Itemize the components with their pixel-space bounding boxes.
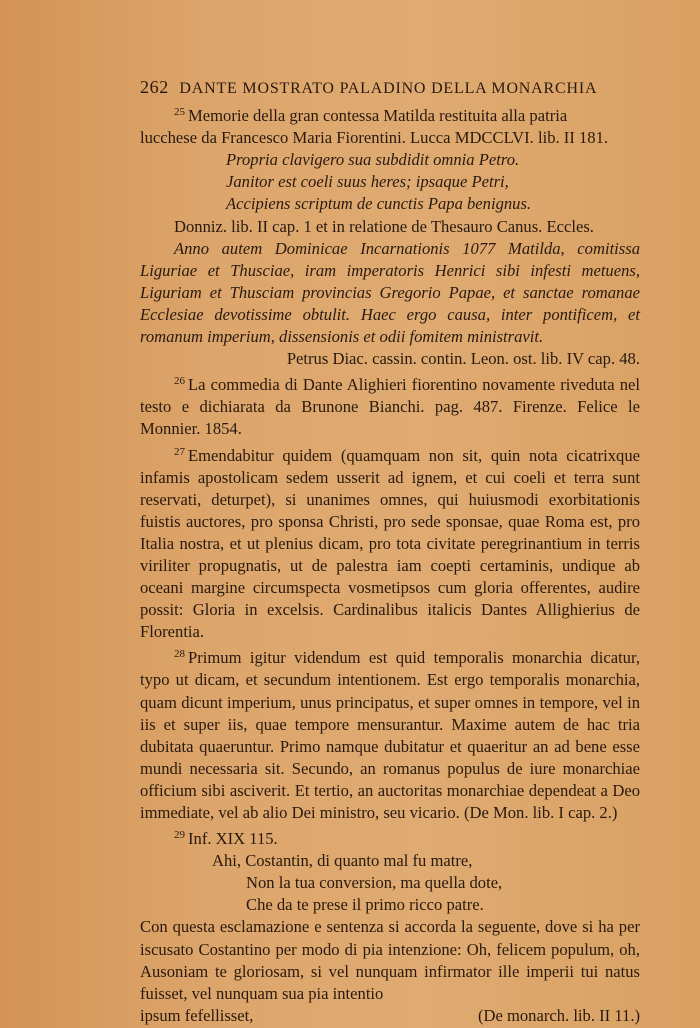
verse-line: Ahi, Costantin, di quanto mal fu matre,: [212, 851, 473, 871]
footnote-number: 25: [174, 106, 185, 119]
source-citation: Petrus Diac. cassin. contin. Leon. ost. lib. IV cap. 48.: [286, 349, 640, 369]
footnote-26: [140, 370, 640, 440]
footnote-29-last-line: [140, 1005, 640, 1027]
footnote-number: 29: [174, 829, 185, 842]
page-body: [140, 76, 640, 1027]
source-citation: Donniz. lib. II cap. 1 et in relatione de Thesauro Canus. Eccles.: [174, 216, 594, 236]
page-number: 262: [140, 77, 169, 97]
footnote-text: Memorie della gran contessa Matilda restituita alla patria: [188, 106, 568, 126]
footnote-text: La commedia di Dante Alighieri fiorentino novamente riveduta nel testo e dichiarata da Brunone Bianchi. pag. 487. Firenze. Felice le Monnier. 1854.: [140, 375, 640, 439]
footnote-29-ref: [140, 824, 640, 850]
running-title: DANTE MOSTRATO PALADINO DELLA MONARCHIA: [179, 80, 598, 97]
footnote-text: Primum igitur videndum est quid temporalis monarchia dicatur, typo ut dicam, et secundum intentionem. Est ergo temporalis monarchia, quam dicunt imperium, unus principatus, et super omnes in tempore, vel in iis et super iis, quae tempore mensurantur. Maxime autem de hac tria dubitata quaeruntur. Primo namque dubitatur et quaeritur an ad bene esse mundi necessaria sit. Secundo, an romanus populus de iure monarchiae officium sibi asciverit. Et tertio, an auctoritas monarchiae dependeat a Deo immediate, vel ab alio Dei ministro, seu vicario. (De Mon. lib. I cap. 2.): [140, 648, 640, 822]
footnote-27: [140, 441, 640, 644]
footnote-text: Emendabitur quidem (quamquam non sit, quin nota cicatrixque infamis apostolicam sedem usserit ad ignem, et cui coeli et terra sunt reservati, deturpet), si unanimes omnes, qui huiusmodi exorbitationis fuistis auctores, pro sponsa Christi, pro sede sponsae, quae Roma est, pro Italia nostra, et ut plenius dicam, pro tota civitate peregrinantium in terris viriliter propugnatis, ut de palestra iam coepti certaminis, undique ab oceani margine circumspecta vosmetipsos cum gloria offerentes, audire possit: Gloria in excelsis. Cardinalibus italicis Dantes Allighierius de Florentia.: [140, 445, 640, 642]
footnote-29: [140, 824, 640, 1027]
footnote-text: Con questa esclamazione e sentenza si accorda la seguente, dove si ha per iscusato Costantino per modo di pia intenzione: Oh, felicem populum, oh, Ausoniam te gloriosam, si vel nunquam infirmator ille imperii tui natus fuisset, vel nunquam sua pia intentio: [140, 917, 640, 1003]
footnote-text: Inf. XIX 115.: [188, 829, 278, 849]
verse-line: Che da te prese il primo ricco patre.: [246, 895, 484, 915]
footnote-text: ipsum fefellisset,: [140, 1005, 254, 1025]
latin-quote: Anno autem Dominicae Incarnationis 1077 Matilda, comitissa Liguriae et Thusciae, iram imperatoris Henrici sibi infesti metuens, Liguriam et Thusciam provincias Gregorio Papae, et sanctae romanae Ecclesiae devotissime obtulit. Haec ergo causa, inter pontificem, et romanum imperium, dissensionis et odii fomitem ministravit.: [140, 238, 640, 347]
footnote-25-line2: lucchese da Francesco Maria Fiorentini. Lucca MDCCLVI. lib. II 181.: [140, 128, 609, 148]
verse-line: Propria clavigero sua subdidit omnia Petro.: [226, 150, 520, 170]
running-header: [140, 76, 640, 100]
footnote-number: 26: [174, 375, 185, 388]
verse-line: Janitor est coeli suus heres; ipsaque Petri,: [226, 172, 509, 192]
footnote-25-line1: [140, 101, 640, 127]
footnote-number: 28: [174, 648, 185, 661]
footnote-28: [140, 643, 640, 824]
source-citation: (De monarch. lib. II 11.): [477, 1005, 640, 1025]
verse-line: Non la tua conversion, ma quella dote,: [246, 873, 503, 893]
footnote-number: 27: [174, 445, 185, 458]
footnote-25: [140, 101, 640, 370]
verse-line: Accipiens scriptum de cunctis Papa benignus.: [226, 194, 532, 214]
